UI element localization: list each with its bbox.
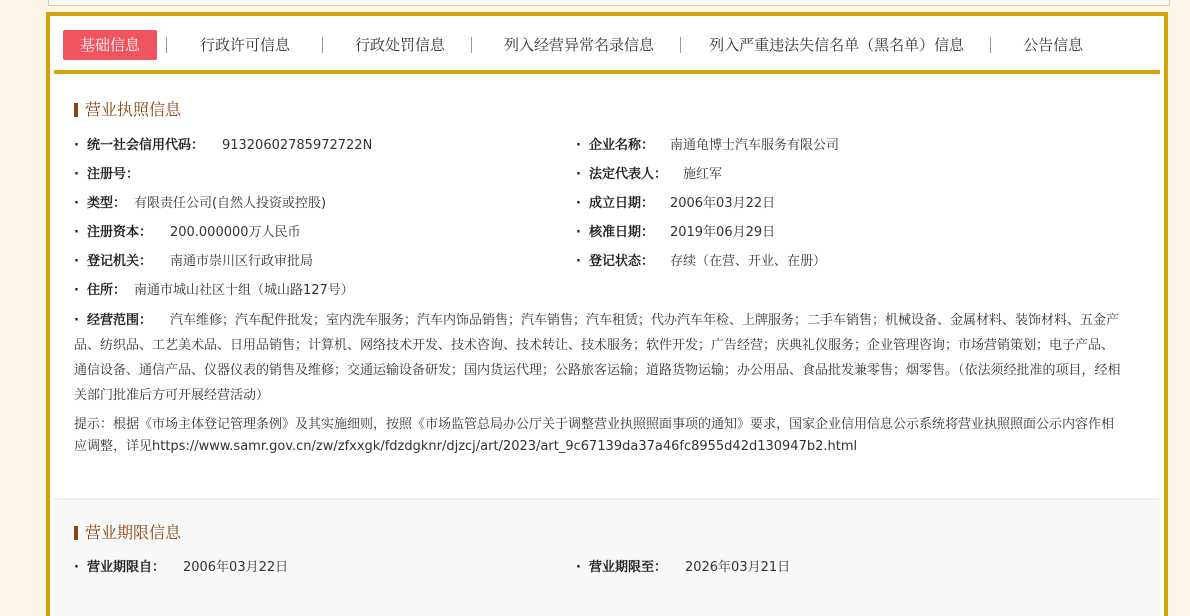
tab-abnormal-list[interactable]: 列入经营异常名录信息: [504, 36, 655, 54]
term-from-row: [74, 559, 288, 577]
field-label: · 注册资本：: [74, 225, 152, 240]
field-label: · 法定代表人：: [576, 167, 667, 182]
license-notice: 提示：根据《市场主体登记管理条例》及其实施细则，按照《市场监管总局办公厅关于调整营业执照照面事项的通知》要求，国家企业信用信息公示系统将营业执照照面公示内容作相应调整，详见https://www.samr.gov.cn/zw/zfxxgk/fdzdgknr/djzcj/art/2023/art_9c67139da37a46fc8955d42d130947b2.html: [74, 417, 1115, 454]
field-label: · 注册号：: [74, 167, 139, 182]
term-section: [54, 498, 1160, 616]
business-scope-value: 汽车维修；汽车配件批发；室内洗车服务；汽车内饰品销售；汽车销售；汽车租赁；代办汽车年检、上牌服务；二手车销售；机械设备、金属材料、装饰材料、五金产品、纺织品、工艺美术品、日用品销售；计算机、网络技术开发、技术咨询、技术转让、技术服务；软件开发；广告经营；庆典礼仪服务；企业管理咨询；市场营销策划；电子产品、通信设备、通信产品、仪器仪表的销售及维修；交通运输设备研发；国内货运代理；公路旅客运输；道路货物运输；办公用品、食品批发兼零售；烟零售。（依法须经批准的项目，经相关部门批准后方可开展经营活动）: [74, 313, 1121, 403]
approve-date-row: [576, 224, 775, 242]
tab-admin-penalty[interactable]: 行政处罚信息: [355, 36, 446, 54]
status-value: 存续（在营、开业、在册）: [669, 254, 826, 269]
tab-divider: [990, 37, 991, 53]
tab-bar: [54, 20, 1160, 74]
term-section-title: 营业期限信息: [74, 523, 181, 543]
previous-card: [48, 0, 1170, 6]
field-label: · 成立日期：: [576, 196, 654, 211]
field-label: · 登记状态：: [576, 254, 654, 269]
status-row: [576, 253, 826, 271]
address-row: [74, 282, 354, 300]
capital-row: [74, 224, 301, 242]
legal-rep-row: [576, 166, 722, 184]
authority-value: 南通市崇川区行政审批局: [169, 254, 313, 269]
tab-divider: [680, 37, 681, 53]
company-name-row: [576, 137, 839, 155]
info-panel: [46, 12, 1168, 616]
term-from-value: 2006年03月22日: [182, 560, 289, 575]
field-label: · 营业期限至：: [576, 560, 667, 575]
company-name-value: 南通龟博士汽车服务有限公司: [669, 138, 839, 153]
field-label: · 类型：: [74, 196, 126, 211]
field-label: · 统一社会信用代码：: [74, 138, 204, 153]
tab-divider: [166, 37, 167, 53]
term-to-value: 2026年03月21日: [684, 560, 791, 575]
type-row: [74, 195, 326, 213]
reg-no-row: [74, 166, 139, 184]
type-value: 有限责任公司(自然人投资或控股): [133, 196, 327, 211]
field-label: · 登记机关：: [74, 254, 152, 269]
approve-date-value: 2019年06月29日: [669, 225, 776, 240]
capital-value: 200.000000万人民币: [169, 225, 301, 240]
tab-announcements[interactable]: 公告信息: [1023, 36, 1084, 54]
tab-admin-license[interactable]: 行政许可信息: [200, 36, 291, 54]
credit-code-value: 91320602785972722N: [221, 138, 373, 153]
credit-code-row: [74, 137, 372, 155]
tab-divider: [322, 37, 323, 53]
field-label: · 核准日期：: [576, 225, 654, 240]
legal-rep-value: 施红军: [682, 167, 722, 182]
est-date-row: [576, 195, 775, 213]
address-value: 南通市城山社区十组（城山路127号）: [133, 283, 354, 298]
term-to-row: [576, 559, 790, 577]
tab-divider: [471, 37, 472, 53]
est-date-value: 2006年03月22日: [669, 196, 776, 211]
authority-row: [74, 253, 313, 271]
tab-content: [54, 74, 1160, 616]
tab-blacklist[interactable]: 列入严重违法失信名单（黑名单）信息: [709, 36, 965, 54]
license-section: [54, 74, 1160, 498]
field-label: · 住所：: [74, 283, 126, 298]
field-label: · 企业名称：: [576, 138, 654, 153]
tab-basic-info[interactable]: 基础信息: [63, 30, 157, 60]
license-section-title: 营业执照信息: [74, 100, 181, 120]
field-label: · 经营范围：: [74, 313, 152, 328]
field-label: · 营业期限自：: [74, 560, 165, 575]
business-scope: [74, 308, 1126, 408]
